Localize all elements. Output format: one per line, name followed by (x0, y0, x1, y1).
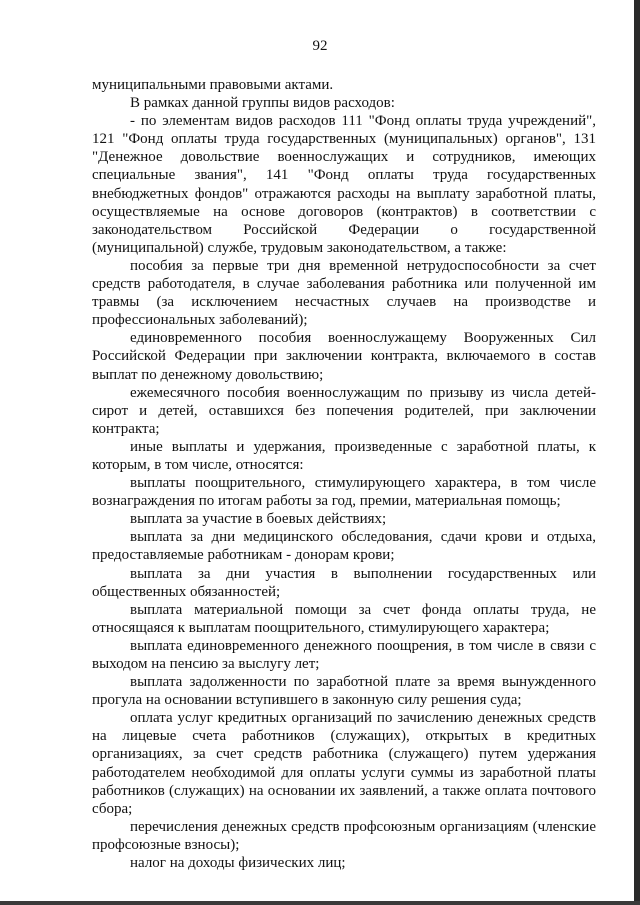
paragraph: ежемесячного пособия военнослужащим по призыву из числа детей-сирот и детей, оставшихся без попечения родителей, при заключении контракта; (92, 384, 596, 437)
paragraph: единовременного пособия военнослужащему Вооруженных Сил Российской Федерации при заключении контракта, включаемого в состав выплат по денежному довольствию; (92, 330, 596, 383)
paragraph: выплата единовременного денежного поощрения, в том числе в связи с выходом на пенсию за выслугу лет; (92, 637, 596, 672)
paragraph: пособия за первые три дня временной нетрудоспособности за счет средств работодателя, в случае заболевания работника или полученной им травмы (за исключением несчастных случаев на производстве и профессиональных заболеваний); (92, 257, 596, 329)
paragraph: муниципальными правовыми актами. (92, 77, 334, 93)
paragraph: выплата за дни участия в выполнении государственных или общественных обязанностей; (92, 565, 596, 600)
paragraph: выплата за дни медицинского обследования, сдачи крови и отдыха, предоставляемые работникам - донорам крови; (92, 529, 596, 564)
paragraph: оплата услуг кредитных организаций по зачислению денежных средств на лицевые счета работников (служащих), открытых в кредитных организациях, за счет средств работника (служащего) путем удержания работодателем необходимой для оплаты услуги суммы из заработной платы работников (служащих) на основании их заявлений, а также оплата почтового сбора; (92, 710, 596, 817)
document-body (92, 76, 596, 872)
paragraph: выплаты поощрительного, стимулирующего характера, в том числе вознаграждения по итогам работы за год, премии, материальная помощь; (92, 475, 596, 510)
paragraph: налог на доходы физических лиц; (130, 855, 346, 872)
paragraph: - по элементам видов расходов 111 "Фонд оплаты труда учреждений", 121 "Фонд оплаты труда государственных (муниципальных) органов", 131 "Денежное довольствие военнослужащих и сотрудников, имеющих специальные звания", 141 "Фонд оплаты труда государственных внебюджетных фондов" отражаются расходы на выплату заработной платы, осуществляемые на основе договоров (контрактов) в соответствии с законодательством Российской Федерации о государственной (муниципальной) службе, трудовым законодательством, а также: (92, 113, 596, 256)
paragraph: иные выплаты и удержания, произведенные с заработной платы, к которым, в том числе, относятся: (92, 438, 596, 473)
scan-edge-bottom (0, 901, 640, 905)
paragraph: В рамках данной группы видов расходов: (130, 95, 395, 112)
paragraph: выплата задолженности по заработной плате за время вынужденного прогула на основании вступившего в законную силу решения суда; (92, 674, 596, 709)
paragraph: перечисления денежных средств профсоюзным организациям (членские профсоюзные взносы); (92, 818, 596, 853)
paragraph: выплата материальной помощи за счет фонда оплаты труда, не относящаяся к выплатам поощрительного, стимулирующего характера; (92, 601, 596, 636)
scan-edge-right (634, 0, 640, 905)
page-number: 92 (312, 38, 328, 54)
paragraph: выплата за участие в боевых действиях; (130, 511, 387, 528)
